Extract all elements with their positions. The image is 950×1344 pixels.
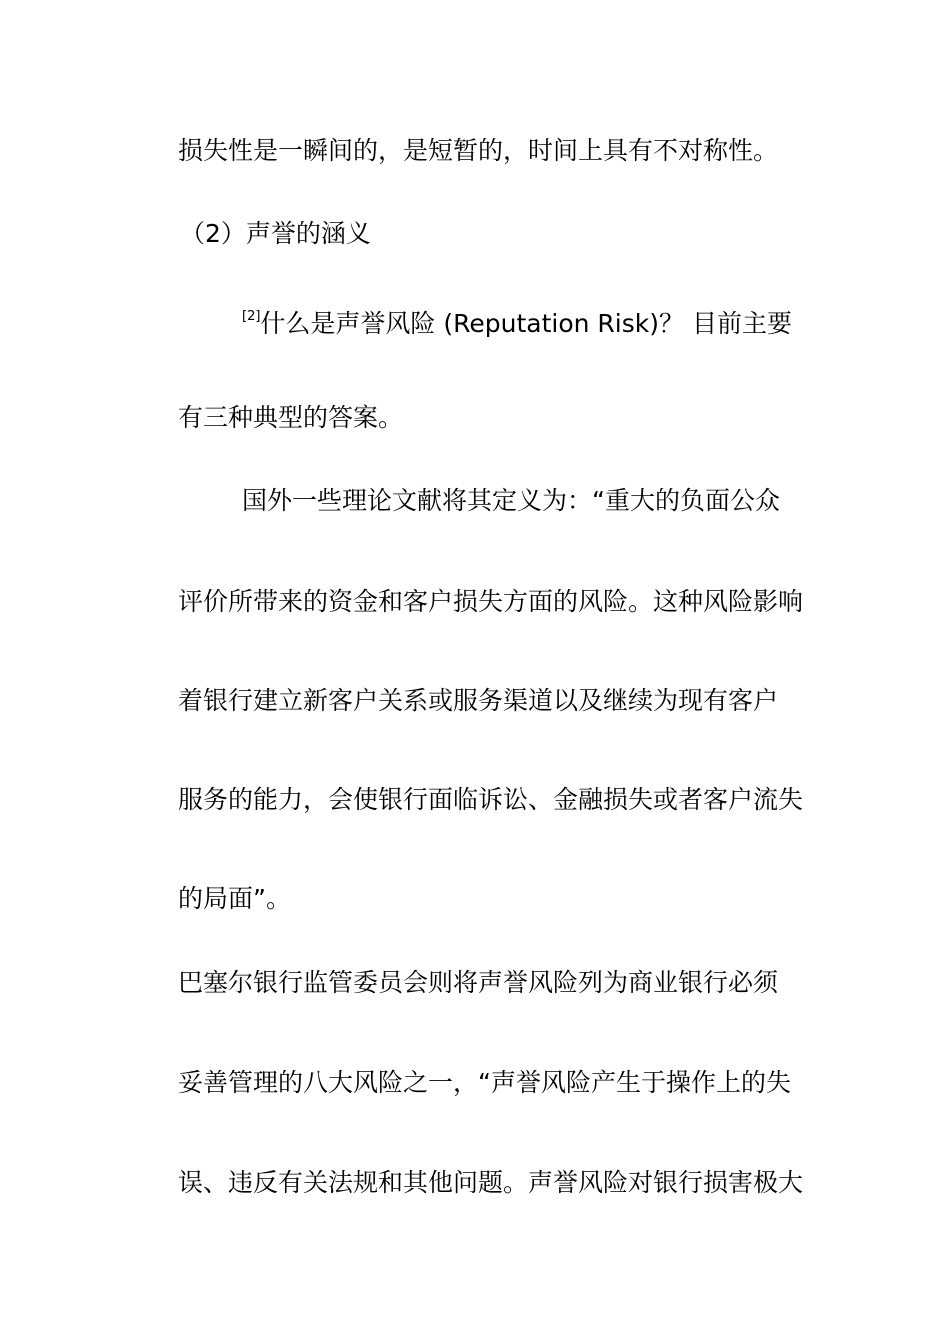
paragraph-line: 巴塞尔银行监管委员会则将声誉风险列为商业银行必须: [178, 968, 779, 997]
footnote-reference[interactable]: [2]: [242, 309, 261, 324]
paragraph-line-question: [242, 300, 882, 341]
paragraph-line: 的局面”。: [178, 884, 291, 913]
question-text: 什么是声誉风险 (Reputation Risk)？ 目前主要: [260, 309, 792, 338]
section-heading: （2）声誉的涵义: [180, 219, 371, 248]
paragraph-line: 着银行建立新客户关系或服务渠道以及继续为现有客户: [178, 686, 779, 715]
paragraph-line: 损失性是一瞬间的，是短暂的，时间上具有不对称性。: [178, 136, 779, 165]
paragraph-line: 妥善管理的八大风险之一，“声誉风险产生于操作上的失: [178, 1068, 791, 1097]
paragraph-line: 有三种典型的答案。: [178, 403, 404, 432]
paragraph-line: 国外一些理论文献将其定义为：“重大的负面公众: [242, 486, 780, 515]
paragraph-line: 服务的能力，会使银行面临诉讼、金融损失或者客户流失: [178, 785, 804, 814]
paragraph-line: 评价所带来的资金和客户损失方面的风险。这种风险影响: [178, 587, 804, 616]
paragraph-line: 误、违反有关法规和其他问题。声誉风险对银行损害极大: [178, 1168, 804, 1197]
